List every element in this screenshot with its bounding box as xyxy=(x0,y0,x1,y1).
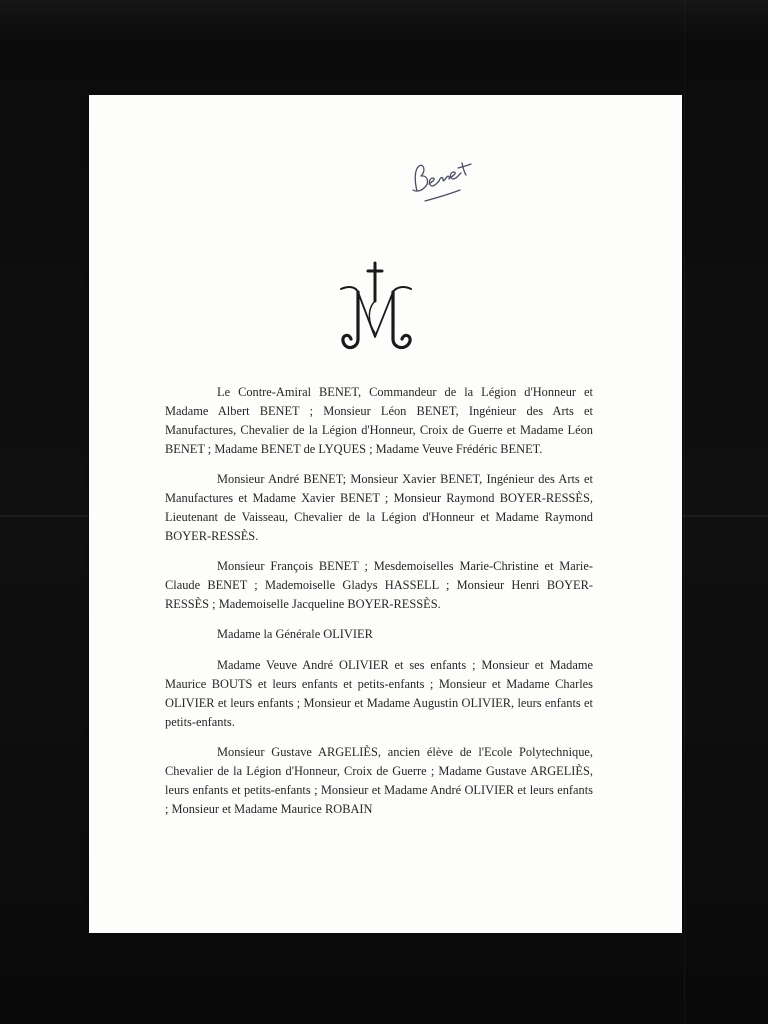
announcement-text xyxy=(165,383,593,830)
paragraph-family-argelies: Monsieur Gustave ARGELIÈS, ancien élève de l'Ecole Polytechnique, Chevalier de la Légion d'Honneur, Croix de Guerre ; Madame Gustave ARGELIÈS, leurs enfants et petits-enfants ; Monsieur et Madame André OLIVIER et leurs enfants ; Monsieur et Madame Maurice ROBAIN xyxy=(165,745,593,816)
announcement-sheet xyxy=(89,95,682,933)
paragraph-generale-olivier: Madame la Générale OLIVIER xyxy=(217,627,373,641)
edge-crease xyxy=(684,0,685,1024)
paragraph-family-benet: Le Contre-Amiral BENET, Commandeur de la Légion d'Honneur et Madame Albert BENET ; Monsieur Léon BENET, Ingénieur des Arts et Manufactures, Chevalier de la Légion d'Honneur, Croix de Guerre et Madame Léon BENET ; Madame BENET de LYQUES ; Madame Veuve Frédéric BENET. xyxy=(165,385,593,456)
cross-monogram xyxy=(335,261,419,353)
paragraph-grandchildren: Monsieur François BENET ; Mesdemoiselles Marie-Christine et Marie-Claude BENET ; Mademoiselle Gladys HASSELL ; Monsieur Henri BOYER-RESSÈS ; Mademoiselle Jacqueline BOYER-RESSÈS. xyxy=(165,559,593,611)
paragraph-family-olivier: Madame Veuve André OLIVIER et ses enfants ; Monsieur et Madame Maurice BOUTS et leurs enfants et petits-enfants ; Monsieur et Madame Charles OLIVIER et leurs enfants ; Monsieur et Madame Augustin OLIVIER, leurs enfants et petits-enfants. xyxy=(165,658,593,729)
handwritten-signature xyxy=(405,157,485,217)
paragraph-family-boyer-resses: Monsieur André BENET; Monsieur Xavier BENET, Ingénieur des Arts et Manufactures et Madame Xavier BENET ; Monsieur Raymond BOYER-RESSÈS, Lieutenant de Vaisseau, Chevalier de la Légion d'Honneur et Madame Raymond BOYER-RESSÈS. xyxy=(165,472,593,543)
